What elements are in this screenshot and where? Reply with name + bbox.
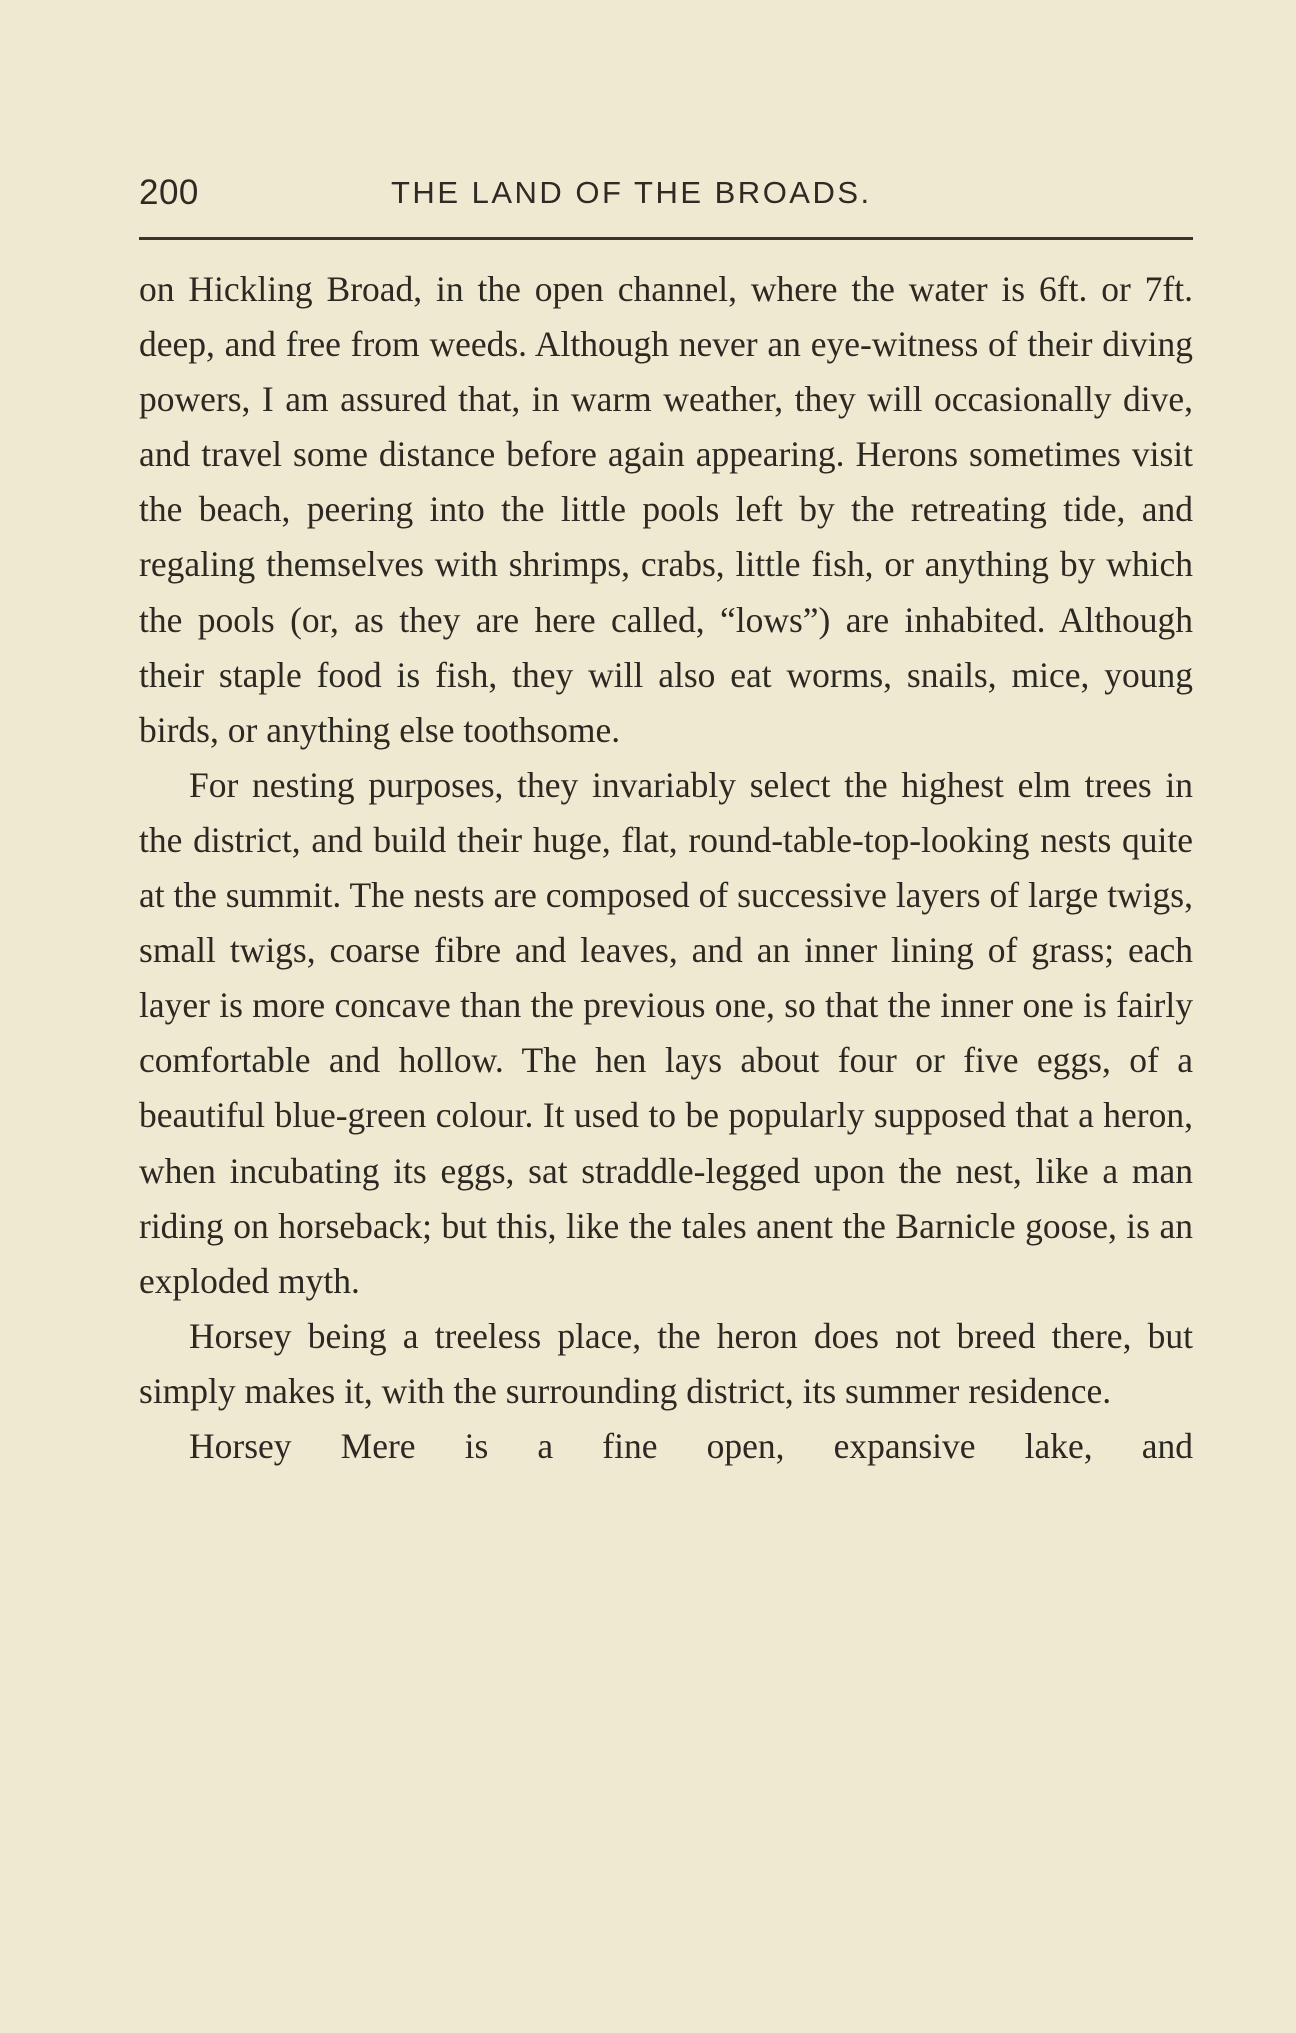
- running-head: THE LAND OF THE BROADS.: [391, 175, 872, 210]
- paragraph-continued: on Hickling Broad, in the open channel, where the water is 6ft. or 7ft. deep, and free from weeds. Although never an eye-witness of their diving powers, I am assured that, in warm weather, they will occasionally dive, and travel some distance before again appearing. Herons sometimes visit the beach, peering into the little pools left by the retreating tide, and regaling themselves with shrimps, crabs, little fish, or anything by which the pools (or, as they are here called, “lows”) are inhabited. Although their staple food is fish, they will also eat worms, snails, mice, young birds, or anything else toothsome.: [139, 269, 1193, 750]
- page-number: 200: [139, 173, 199, 212]
- page-header: [139, 165, 1193, 235]
- paragraph-nesting: For nesting purposes, they invariably select the highest elm trees in the district, and build their huge, flat, round-table-top-looking nests quite at the summit. The nests are composed of successive layers of large twigs, small twigs, coarse fibre and leaves, and an inner lining of grass; each layer is more concave than the previous one, so that the inner one is fairly comfortable and hollow. The hen lays about four or five eggs, of a beautiful blue-green colour. It used to be popularly supposed that a heron, when incubating its eggs, sat straddle-legged upon the nest, like a man riding on horseback; but this, like the tales anent the Barnicle goose, is an exploded myth.: [139, 764, 1193, 1301]
- body-text: [139, 262, 1193, 1474]
- paragraph-horsey-mere: Horsey Mere is a fine open, expansive lake, and: [189, 1425, 1193, 1466]
- header-rule: [139, 237, 1193, 240]
- paragraph-horsey-treeless: Horsey being a treeless place, the heron does not breed there, but simply makes it, with the surrounding district, its summer residence.: [139, 1315, 1193, 1411]
